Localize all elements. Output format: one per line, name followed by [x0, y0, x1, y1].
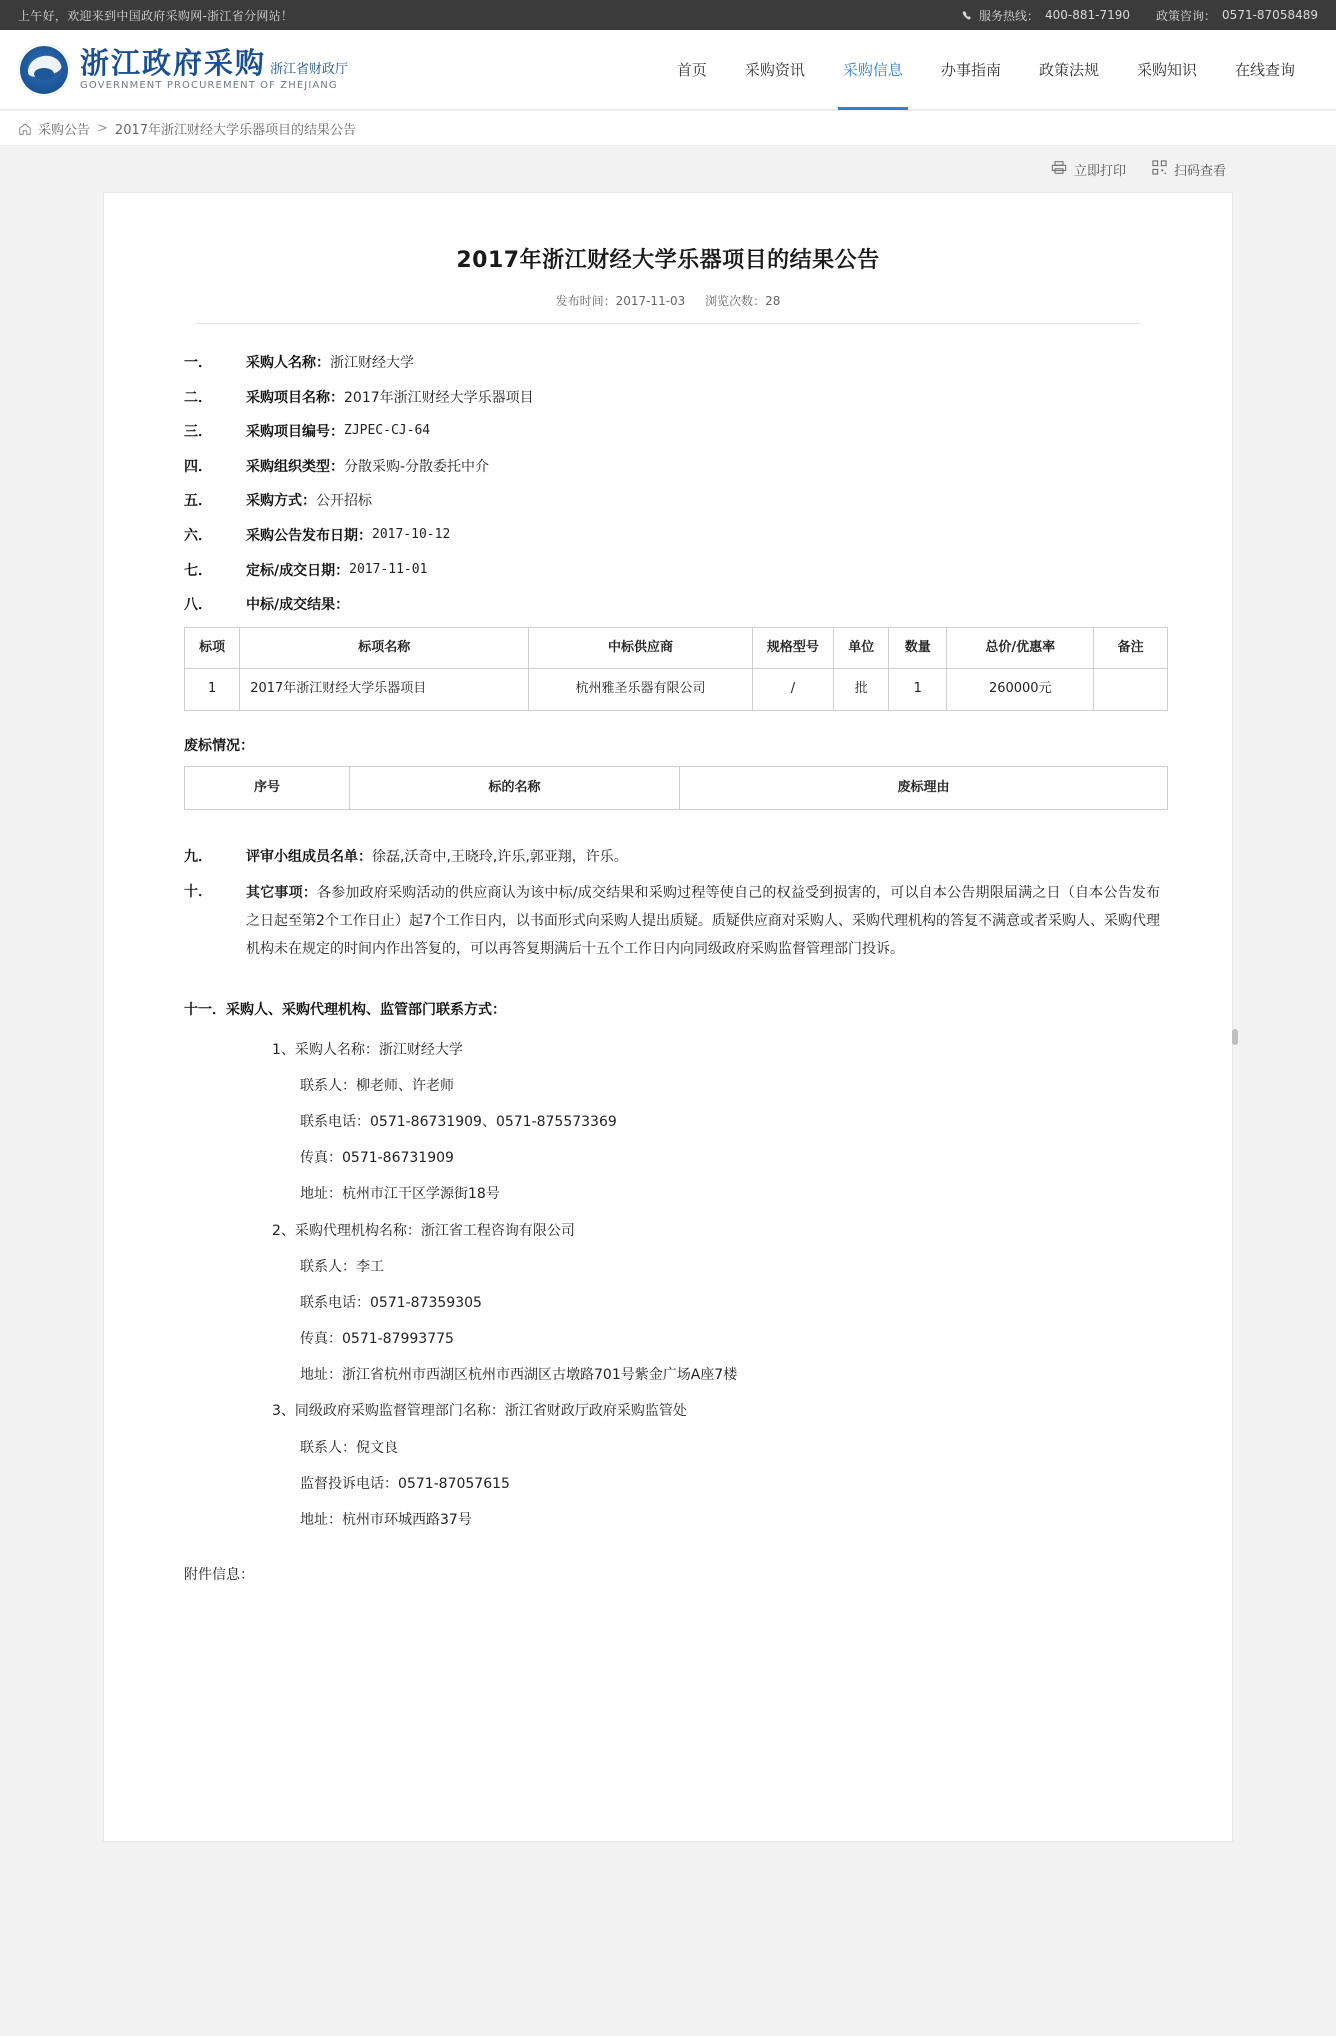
field-value-6: 2017-10-12: [372, 526, 451, 542]
main-nav: [658, 30, 1314, 110]
consult-label: 政策咨询：: [1156, 8, 1217, 23]
field-num-9: 九．: [184, 849, 212, 866]
section-contacts-title: 十一．采购人、采购代理机构、监管部门联系方式：: [184, 1002, 506, 1018]
contact-line-10: 3、同级政府采购监督管理部门名称：浙江省财政厅政府采购监管处: [272, 1403, 687, 1420]
qrcode-label: 扫码查看: [1173, 163, 1226, 179]
nav-item-6[interactable]: 在线查询: [1234, 60, 1295, 79]
top-utility-bar: [0, 0, 1336, 30]
cell-remark: [1094, 669, 1168, 711]
publish-time: 发布时间：2017-11-03: [555, 294, 686, 308]
logo-subtitle-cn: 浙江省财政厅: [270, 61, 349, 77]
field-value-4: 分散采购-分散委托中介: [344, 458, 490, 475]
qrcode-icon: [1152, 160, 1167, 179]
th-unit: 单位: [834, 627, 889, 669]
field-label-9: 评审小组成员名单：: [246, 849, 372, 866]
field-row-2: [176, 385, 1160, 412]
field-row-1: [176, 350, 1160, 377]
th-qty: 数量: [889, 627, 947, 669]
nav-item-4[interactable]: 政策法规: [1038, 60, 1099, 79]
award-result-table: [184, 627, 1168, 711]
contact-line-12: 监督投诉电话：0571-87057615: [300, 1475, 510, 1492]
field-label-4: 采购组织类型：: [246, 458, 344, 475]
field-value-7: 2017-11-01: [349, 561, 428, 577]
nav-item-3[interactable]: 办事指南: [940, 60, 1001, 79]
print-button[interactable]: [1051, 160, 1126, 179]
contact-line-0: 1、采购人名称：浙江财经大学: [272, 1041, 463, 1058]
field-num-7: 七．: [184, 562, 212, 579]
consult-group: [1156, 7, 1318, 24]
th-lot-name: 标项名称: [240, 627, 529, 669]
breadcrumb-current: 2017年浙江财经大学乐器项目的结果公告: [114, 122, 357, 138]
field-value-9: 徐磊,沃奇中,王晓玲,许乐,郭亚翔，许乐。: [372, 849, 628, 866]
contact-line-6: 联系人：李工: [300, 1258, 384, 1275]
table-row: [185, 669, 1168, 711]
scrollbar-thumb[interactable]: [1232, 1029, 1238, 1045]
cell-supplier: 杭州雅圣乐器有限公司: [529, 669, 752, 711]
document-actions: [52, 146, 1284, 192]
site-header: [0, 30, 1336, 110]
field-label-2: 采购项目名称：: [246, 389, 344, 406]
attachment-label: 附件信息：: [184, 1567, 254, 1584]
th-fail-no: 序号: [185, 766, 350, 810]
consult-value: 0571-87058489: [1222, 8, 1318, 22]
failed-bid-title: 废标情况：: [184, 738, 254, 755]
home-icon: [18, 122, 32, 135]
other-matters-text: 各参加政府采购活动的供应商认为该中标/成交结果和采购过程等使自己的权益受到损害的，可以自本公告期限届满之日（自本公告发布之日起至第2个工作日止）起7个工作日内，以书面形式向采购人提出质疑。质疑供应商对采购人、采购代理机构的答复不满意或者采购人、采购代理机构未在规定的时间内作出答复的，可以再答复期满后十五个工作日内向同级政府采购监督管理部门投诉。: [246, 885, 1161, 957]
table-header-row: [185, 766, 1168, 810]
contact-line-3: 传真：0571-86731909: [300, 1150, 454, 1167]
field-label-1: 采购人名称：: [246, 355, 330, 371]
field-row-8: [176, 592, 1160, 619]
contact-line-2: 联系电话：0571-86731909、0571-875573369: [300, 1113, 617, 1130]
table-header-row: [185, 627, 1168, 669]
field-label-7: 定标/成交日期：: [246, 562, 350, 579]
contact-line-8: 传真：0571-87993775: [300, 1331, 454, 1348]
field-label-6: 采购公告发布日期：: [246, 527, 372, 544]
cell-model: /: [752, 669, 833, 711]
contact-line-4: 地址：杭州市江干区学源街18号: [300, 1186, 500, 1203]
cell-lot-no: 1: [185, 669, 240, 711]
field-num-2: 二．: [184, 389, 212, 406]
breadcrumb: [0, 110, 1336, 146]
breadcrumb-separator: >: [97, 120, 108, 136]
failed-bid-table: [184, 766, 1168, 811]
th-fail-name: 标的名称: [350, 766, 680, 810]
field-num-4: 四．: [184, 458, 212, 475]
th-remark: 备注: [1094, 627, 1168, 669]
nav-item-1[interactable]: 采购资讯: [744, 60, 805, 79]
field-value-1: 浙江财经大学: [330, 355, 414, 371]
field-num-3: 三．: [184, 424, 212, 441]
field-label-8: 中标/成交结果：: [246, 597, 350, 614]
contact-line-11: 联系人：倪文良: [300, 1439, 398, 1456]
field-num-10: 十．: [184, 884, 212, 900]
view-count: 浏览次数：28: [705, 294, 781, 308]
top-contact-group: [962, 7, 1318, 24]
nav-item-0[interactable]: 首页: [676, 60, 707, 79]
logo-title-en: GOVERNMENT PROCUREMENT OF ZHEJIANG: [80, 80, 338, 92]
document-body: [176, 350, 1160, 1589]
contact-line-1: 联系人：柳老师、许老师: [300, 1077, 454, 1094]
field-row-9: [176, 844, 1160, 871]
qrcode-button[interactable]: [1152, 160, 1226, 179]
field-row-3: [176, 419, 1160, 446]
announcement-document: [103, 192, 1233, 1842]
phone-icon: [962, 10, 973, 21]
th-fail-reason: 废标理由: [680, 766, 1168, 810]
print-label: 立即打印: [1073, 163, 1126, 179]
th-supplier: 中标供应商: [529, 627, 752, 669]
cell-price: 260000元: [947, 669, 1094, 711]
logo-title-cn: 浙江政府采购 浙江省财政厅: [80, 45, 349, 80]
field-value-10: [246, 879, 1160, 963]
hotline-group: [962, 7, 1130, 24]
greeting-text: 上午好，欢迎来到中国政府采购网-浙江省分网站！: [18, 8, 294, 23]
cell-unit: 批: [834, 669, 889, 711]
printer-icon: [1051, 160, 1067, 179]
field-row-10: [184, 879, 1160, 963]
th-model: 规格型号: [752, 627, 833, 669]
field-num-6: 六．: [184, 527, 212, 544]
nav-item-5[interactable]: 采购知识: [1136, 60, 1197, 79]
contact-line-5: 2、采购代理机构名称：浙江省工程咨询有限公司: [272, 1222, 575, 1239]
hotline-value: 400-881-7190: [1045, 8, 1131, 22]
cell-lot-name: 2017年浙江财经大学乐器项目: [240, 669, 529, 711]
contact-line-13: 地址：杭州市环城西路37号: [300, 1512, 472, 1529]
th-price: 总价/优惠率: [947, 627, 1094, 669]
site-logo[interactable]: [18, 44, 348, 96]
nav-item-2[interactable]: 采购信息: [824, 30, 922, 110]
field-value-3: ZJPEC-CJ-64: [344, 423, 431, 439]
th-lot-no: 标项: [185, 627, 240, 669]
page-title: 2017年浙江财经大学乐器项目的结果公告: [456, 248, 880, 273]
field-value-2: 2017年浙江财经大学乐器项目: [344, 389, 534, 406]
cell-qty: 1: [889, 669, 947, 711]
contact-line-7: 联系电话：0571-87359305: [300, 1294, 482, 1311]
field-num-1: 一．: [184, 355, 212, 371]
field-row-7: [176, 558, 1160, 585]
field-value-5: 公开招标: [316, 493, 372, 510]
field-row-4: [176, 454, 1160, 481]
contact-list: [272, 1034, 1160, 1537]
breadcrumb-root[interactable]: 采购公告: [38, 122, 91, 138]
field-num-8: 八．: [184, 597, 212, 614]
contact-line-9: 地址：浙江省杭州市西湖区杭州市西湖区古墩路701号紫金广场A座7楼: [300, 1367, 738, 1384]
field-row-6: [176, 523, 1160, 550]
field-num-5: 五．: [184, 493, 212, 510]
zhejiang-emblem-icon: [18, 44, 70, 96]
document-meta: [196, 292, 1140, 324]
field-label-10: 其它事项：: [246, 885, 318, 901]
field-row-5: [176, 488, 1160, 515]
hotline-label: 服务热线：: [979, 8, 1040, 23]
field-label-3: 采购项目编号：: [246, 424, 344, 441]
field-label-5: 采购方式：: [246, 493, 316, 510]
logo-text-group: [80, 45, 349, 92]
